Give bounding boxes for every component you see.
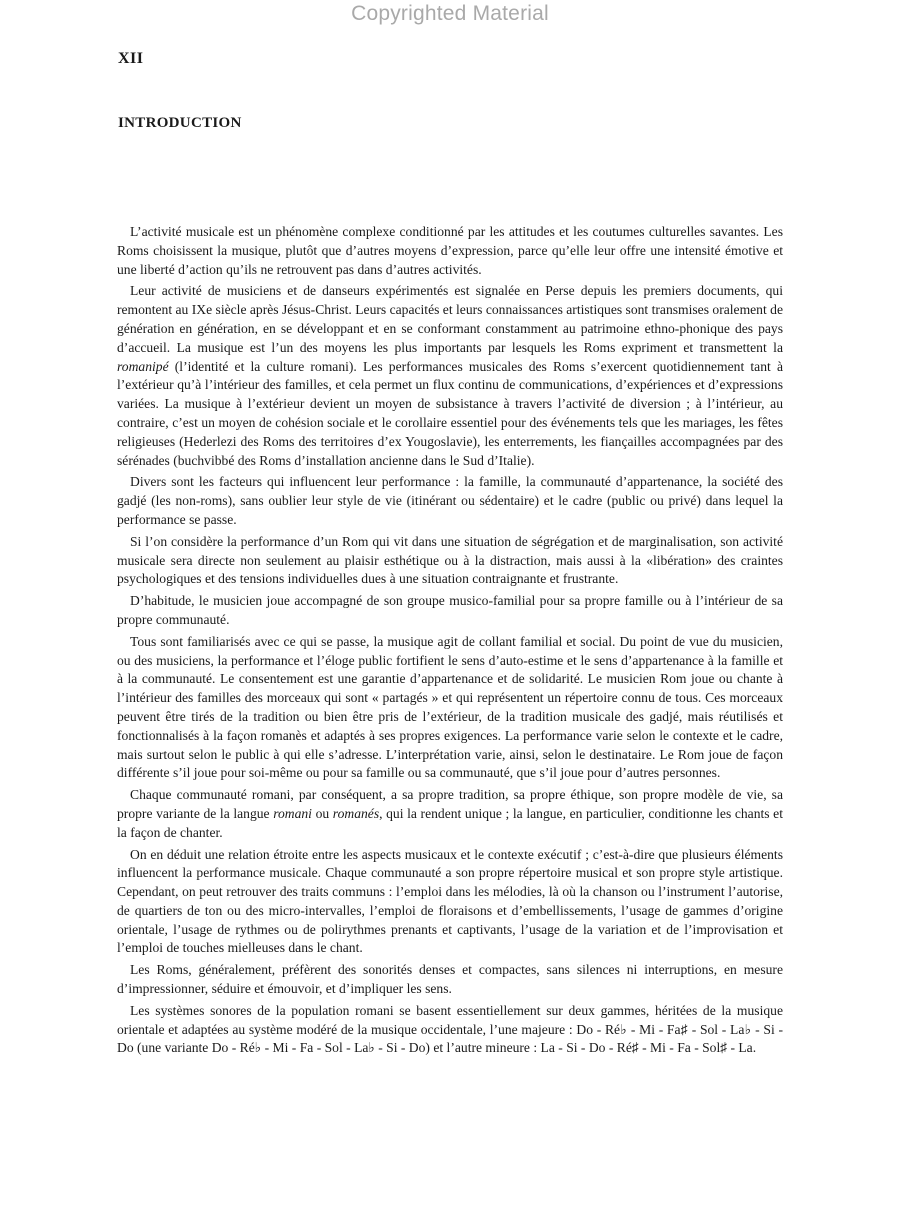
paragraph: Leur activité de musiciens et de danseurs expérimentés est signalée en Perse depuis les premiers documents, qui remontent au IXe siècle après Jésus-Christ. Leurs capacités et leurs connaissances artistiques sont transmises oralement de génération en génération, en se développant et en se conformant constamment au patrimoine ethno-phonique des pays d’accueil. La musique est l’un des moyens les plus importants par lesquels les Roms expriment et transmettent la romanipé (l’identité et la culture romani). Les performances musicales des Roms s’exercent quotidiennement tant à l’extérieur qu’à l’intérieur des familles, et cela permet un flux continu de communications, d’expériences et d’expressions variées. La musique à l’extérieur devient un moyen de subsistance à travers l’activité de diversion ; à l’intérieur, au contraire, c’est un moyen de cohésion sociale et le corollaire essentiel pour des événements tels que les mariages, les fêtes religieuses (Hederlezi des Roms des territoires d’ex Yougoslavie), les enterrements, les fiançailles accompagnées par des sérénades (buchvibbé des Roms d’installation ancienne dans le Sud d’Italie). <box>117 283 783 468</box>
paragraph: Si l’on considère la performance d’un Rom qui vit dans une situation de ségrégation et de marginalisation, son activité musicale sera directe non seulement au plaisir esthétique ou à la distraction, mais aussi à la «libération» des craintes psychologiques et des tensions individuelles dues à une situation contraignante et frustrante. <box>117 533 783 587</box>
paragraph: Les systèmes sonores de la population romani se basent essentiellement sur deux gammes, héritées de la musique orientale et adaptées au système modéré de la musique occidentale, l’une majeure : Do - Ré♭ - Mi - Fa♯ - Sol - La♭ - Si - Do (une variante Do - Ré♭ - Mi - Fa - Sol - La♭ - Si - Do) et l’autre mineure : La - Si - Do - Ré♯ - Mi - Fa - Sol♯ - La. <box>117 1002 783 1056</box>
page-number: XII <box>118 50 144 67</box>
italic-term: romanipé <box>117 358 169 374</box>
paragraph: Les Roms, généralement, préfèrent des sonorités denses et compactes, sans silences ni interruptions, en mesure d’impressionner, séduire et émouvoir, et d’impliquer les sens. <box>117 962 783 997</box>
italic-term: romanés <box>332 805 380 821</box>
paragraph: Divers sont les facteurs qui influencent leur performance : la famille, la communauté d’appartenance, la société des gadjé (les non-roms), sans oublier leur style de vie (itinérant ou sédentaire) et le cadre (public ou privé) dans lequel la performance se passe. <box>117 474 783 527</box>
paragraph: Chaque communauté romani, par conséquent, a sa propre tradition, sa propre éthique, son propre modèle de vie, sa propre variante de la langue romani ou romanés, qui la rendent unique ; la langue, en particulier, conditionne les chants et la façon de chanter. <box>117 787 783 840</box>
paragraph: D’habitude, le musicien joue accompagné de son groupe musico-familial pour sa propre famille ou à l’intérieur de sa propre communauté. <box>117 593 783 627</box>
paragraph: On en déduit une relation étroite entre les aspects musicaux et le contexte exécutif ; c’est-à-dire que plusieurs éléments influencent la performance musicale. Chaque communauté a son propre répertoire musical et son propre style artistique. Cependant, on peut retrouver des traits communs : l’emploi dans les mélodies, là où la chanson ou l’instrument l’autorise, de quartiers de ton ou des micro-intervalles, l’emploi de floraisons et d’embellissements, l’usage de gammes d’origine orientale, l’usage de rythmes ou de polirythmes prenants et captivants, l’usage de la variation et de l’improvisation et l’emploi de touches mielleuses dans le chant. <box>117 846 783 956</box>
paragraph: L’activité musicale est un phénomène complexe conditionné par les attitudes et les coutumes culturelles savantes. Les Roms choisissent la musique, plutôt que d’autres moyens d’expression, parce qu’elle leur offre une intensité émotive et une liberté d’action qu’ils ne retrouvent pas dans d’autres activités. <box>117 224 783 277</box>
copyright-watermark: Copyrighted Material <box>351 2 549 25</box>
paragraph: Tous sont familiarisés avec ce qui se passe, la musique agit de collant familial et social. Du point de vue du musicien, ou des musiciens, la performance et l’éloge public fortifient le sens d’auto-estime et le sens d’appartenance à la famille et à la communauté. Le consentement est une garantie d’appartenance et de solidarité. Le musicien Rom joue ou chante à l’intérieur des familles des morceaux qui sont « partagés » et qui représentent un répertoire connu de tous. Ces morceaux peuvent être tirés de la tradition ou bien être pris de l’extérieur, de la tradition musicale des gadjé, mais réutilisés et fonctionnalisés à la façon romanès et adaptés à ses propres exigences. La performance varie selon le contexte et le cadre, mais surtout selon le public à qui elle s’adresse. L’interprétation varie, ainsi, selon le destinataire. Le Rom joue de façon différente s’il joue pour soi-même ou pour sa famille ou sa communauté, que s’il joue pour d’autres personnes. <box>117 633 783 781</box>
section-title: INTRODUCTION <box>118 115 242 131</box>
body-text <box>117 223 783 1061</box>
italic-term: romani <box>273 805 312 821</box>
